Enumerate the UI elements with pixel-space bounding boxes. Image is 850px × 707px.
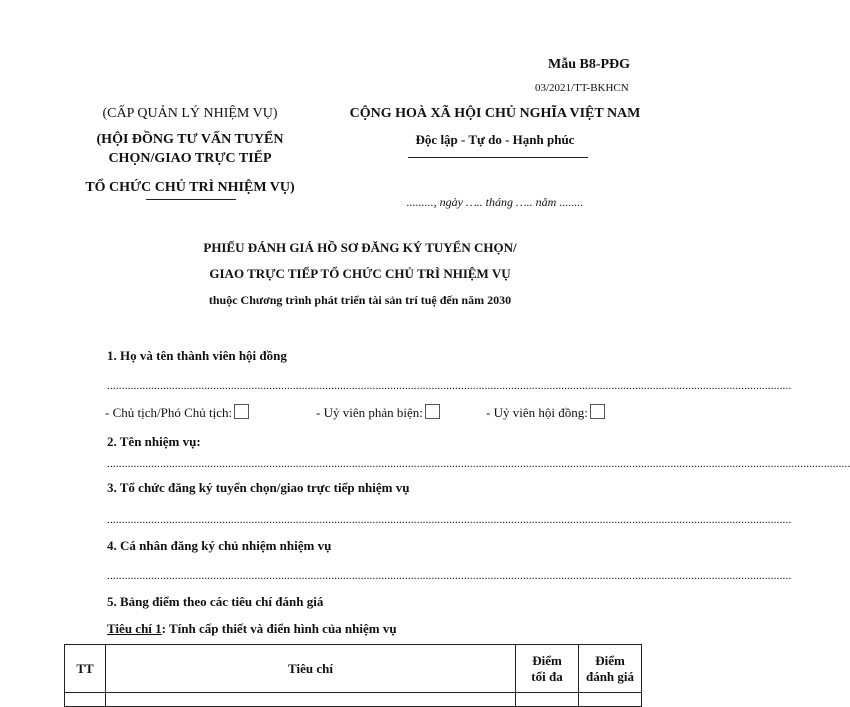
form-code: Mẫu B8-PĐG bbox=[548, 57, 631, 72]
circular-number: 03/2021/TT-BKHCN bbox=[535, 82, 629, 94]
left-header-rule bbox=[146, 199, 236, 200]
criterion-1-text: : Tính cấp thiết và điển hình của nhiệm vụ bbox=[161, 621, 397, 636]
council-line-2: CHỌN/GIAO TRỰC TIẾP bbox=[108, 151, 272, 166]
role-member-label: - Uỷ viên hội đồng: bbox=[486, 405, 588, 420]
col-tt-header: TT bbox=[65, 645, 106, 693]
member-name-fill-line[interactable]: ........................................................................................................................................................................................................................................ bbox=[107, 380, 792, 392]
role-chair-label: - Chủ tịch/Phó Chủ tịch: bbox=[105, 405, 233, 420]
table-row bbox=[65, 693, 642, 707]
organization-fill-line[interactable]: ........................................................................................................................................................................................................................................ bbox=[107, 514, 792, 526]
council-line-3: TỔ CHỨC CHỦ TRÌ NHIỆM VỤ) bbox=[85, 180, 295, 195]
role-member-checkbox[interactable] bbox=[590, 404, 605, 419]
section-2-heading: 2. Tên nhiệm vụ: bbox=[107, 434, 201, 449]
criterion-1-heading bbox=[107, 621, 397, 637]
role-chair[interactable] bbox=[105, 404, 249, 421]
col-max-score-line-1: Điểm bbox=[532, 652, 562, 668]
motto-rule bbox=[408, 157, 588, 158]
col-max-score-line-2: tối đa bbox=[531, 668, 563, 684]
managing-authority: (CẤP QUẢN LÝ NHIỆM VỤ) bbox=[102, 106, 278, 121]
col-evaluated-score-header bbox=[579, 645, 642, 693]
section-5-heading: 5. Bảng điểm theo các tiêu chí đánh giá bbox=[107, 594, 324, 609]
role-reviewer[interactable] bbox=[316, 404, 440, 421]
role-reviewer-checkbox[interactable] bbox=[425, 404, 440, 419]
council-line-1: (HỘI ĐỒNG TƯ VẤN TUYỂN bbox=[96, 132, 284, 147]
table-cell bbox=[65, 693, 106, 707]
criterion-1-label: Tiêu chí 1 bbox=[107, 621, 162, 636]
role-chair-checkbox[interactable] bbox=[234, 404, 249, 419]
col-evaluated-score-line-2: đánh giá bbox=[585, 668, 635, 684]
national-motto: Độc lập - Tự do - Hạnh phúc bbox=[415, 132, 575, 147]
table-cell[interactable] bbox=[516, 693, 579, 707]
individual-fill-line[interactable]: ........................................................................................................................................................................................................................................ bbox=[107, 570, 792, 582]
section-1-heading: 1. Họ và tên thành viên hội đồng bbox=[107, 348, 287, 363]
col-criteria-header: Tiêu chí bbox=[106, 645, 516, 693]
place-date-line[interactable]: ........., ngày ….. tháng ….. năm ........ bbox=[406, 195, 584, 209]
section-4-heading: 4. Cá nhân đăng ký chủ nhiệm nhiệm vụ bbox=[107, 538, 332, 553]
form-title-line-1: PHIẾU ĐÁNH GIÁ HỒ SƠ ĐĂNG KÝ TUYỂN CHỌN/ bbox=[203, 240, 517, 255]
col-evaluated-score-line-1: Điểm bbox=[595, 652, 625, 668]
task-name-fill-line[interactable]: ............................................................................................................................................................................................................................................................ bbox=[107, 458, 850, 470]
section-3-heading: 3. Tổ chức đăng ký tuyển chọn/giao trực tiếp nhiệm vụ bbox=[107, 480, 410, 495]
table-cell[interactable] bbox=[579, 693, 642, 707]
col-max-score-header bbox=[516, 645, 579, 693]
form-subtitle: thuộc Chương trình phát triển tài sản trí tuệ đến năm 2030 bbox=[208, 293, 512, 307]
form-title-line-2: GIAO TRỰC TIẾP TỔ CHỨC CHỦ TRÌ NHIỆM VỤ bbox=[209, 266, 511, 281]
nation-name: CỘNG HOÀ XÃ HỘI CHỦ NGHĨA VIỆT NAM bbox=[349, 106, 641, 121]
table-header-row bbox=[65, 645, 642, 693]
role-reviewer-label: - Uỷ viên phản biện: bbox=[316, 405, 423, 420]
role-member[interactable] bbox=[486, 404, 605, 421]
criteria-score-table bbox=[64, 644, 642, 707]
table-cell bbox=[106, 693, 516, 707]
